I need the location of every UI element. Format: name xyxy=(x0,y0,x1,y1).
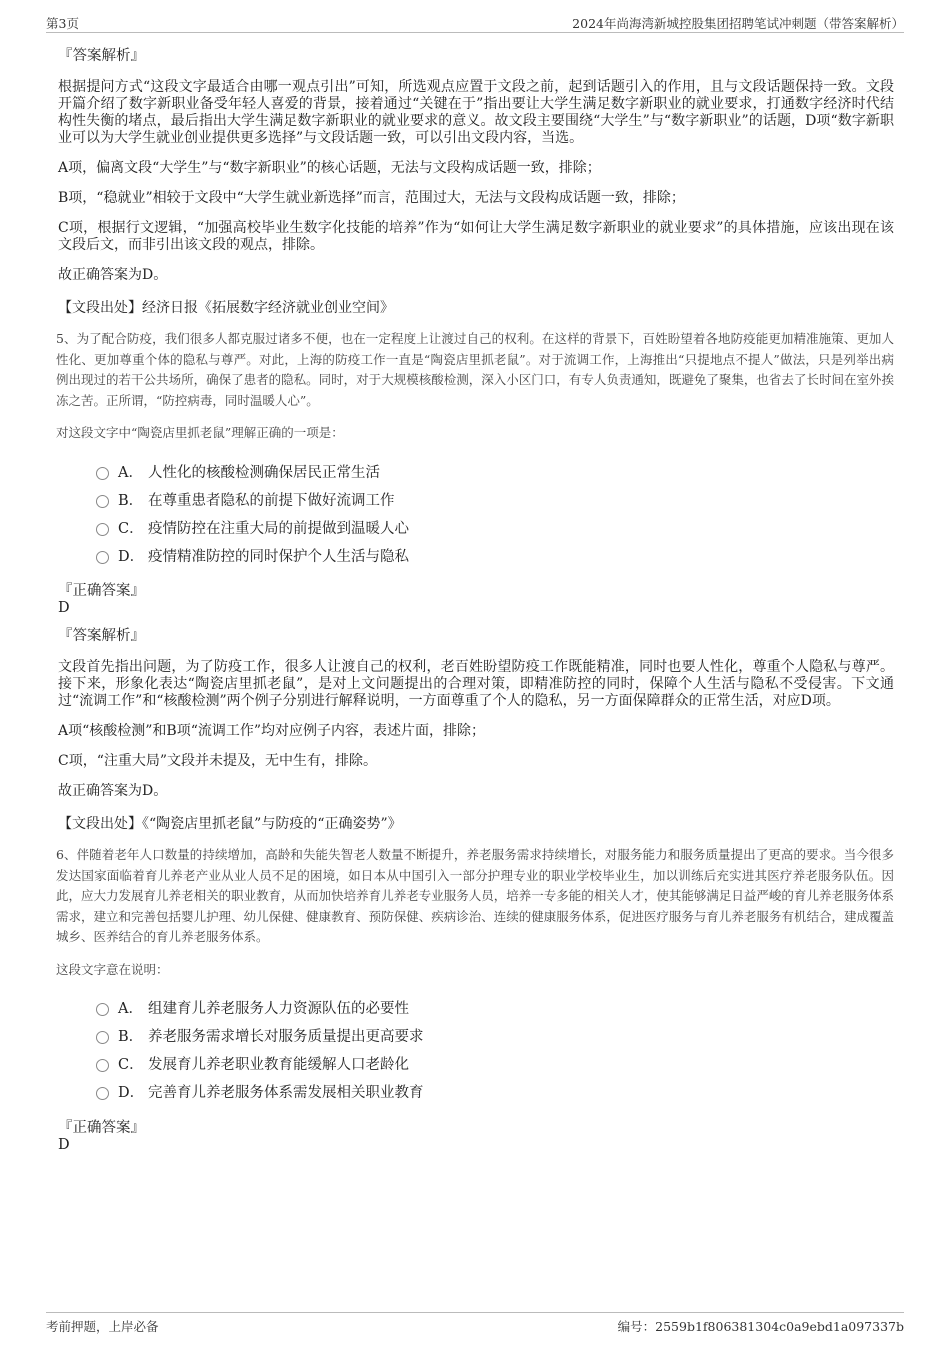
q6-option-a[interactable] xyxy=(96,994,894,1022)
q5-options xyxy=(96,457,894,569)
radio-icon[interactable] xyxy=(96,1059,109,1072)
option-letter: C． xyxy=(118,1057,144,1073)
q5-passage: 5、为了配合防疫，我们很多人都克服过诸多不便，也在一定程度上让渡过自己的权利。在这样的背景下，百姓盼望着各地防疫能更加精准施策、更加人性化、更加尊重个体的隐私与尊严。对此，上海的防疫工作一直是“陶瓷店里抓老鼠”。对于流调工作，上海推出“只提地点不提人”做法，只是列举出病例出现过的若干公共场所，确保了患者的隐私。同时，对于大规模核酸检测，深入小区门口，有专人负责通知，既避免了聚集，也省去了长时间在室外挨冻之苦。正所谓，“防控病毒，同时温暖人心”。 xyxy=(56,331,894,408)
q5-stem: 对这段文字中“陶瓷店里抓老鼠”理解正确的一项是： xyxy=(56,425,344,440)
q5-analysis-para: C项，“注重大局”文段并未提及，无中生有，排除。 xyxy=(58,753,378,769)
q4-analysis-label: 『答案解析』 xyxy=(58,48,145,64)
option-text: 养老服务需求增长对服务质量提出更高要求 xyxy=(148,1029,424,1045)
q4-analysis-para: 故正确答案为D。 xyxy=(58,267,168,283)
document-title: 2024年尚海湾新城控股集团招聘笔试冲刺题（带答案解析） xyxy=(572,16,904,31)
q6-option-c[interactable] xyxy=(96,1050,894,1078)
q5-analysis-label: 『答案解析』 xyxy=(58,628,145,644)
option-text: 发展育儿养老职业教育能缓解人口老龄化 xyxy=(148,1057,409,1073)
option-letter: C． xyxy=(118,520,144,537)
radio-icon[interactable] xyxy=(96,551,109,564)
option-text: 在尊重患者隐私的前提下做好流调工作 xyxy=(148,492,395,509)
page-content xyxy=(56,44,894,1161)
q5-analysis-para: A项“核酸检测”和B项“流调工作”均对应例子内容，表述片面，排除； xyxy=(58,723,486,739)
radio-icon[interactable] xyxy=(96,495,109,508)
q6-passage: 6、伴随着老年人口数量的持续增加，高龄和失能失智老人数量不断提升，养老服务需求持续增长，对服务能力和服务质量提出了更高的要求。当今很多发达国家面临着育儿养老产业从业人员不足的困境，如日本从中国引入一部分护理专业的职业学校毕业生，加以训练后充实进其医疗养老服务队伍。因此，应大力发展育儿养老相关的职业教育，从而加快培养育儿养老专业服务人员，培养一专多能的相关人才，使其能够满足日益严峻的育儿养老服务体系需求，建立和完善包括婴儿护理、幼儿保健、健康教育、预防保健、疾病诊治、连续的健康服务体系，促进医疗服务与育儿养老服务有机结合，建成覆盖城乡、医养结合的育儿养老服务体系。 xyxy=(56,847,894,944)
q6-options xyxy=(96,994,894,1106)
q4-analysis-para: C项，根据行文逻辑，“加强高校毕业生数字化技能的培养”作为“如何让大学生满足数字新职业的就业要求”的具体措施，应该出现在该文段后文，而非引出该文段的观点，排除。 xyxy=(58,220,894,253)
q6-answer-label: 『正确答案』 xyxy=(58,1119,145,1136)
q5-analysis-para: 故正确答案为D。 xyxy=(58,783,168,799)
option-letter: A． xyxy=(118,1001,143,1017)
option-letter: B． xyxy=(118,1029,144,1045)
option-text: 组建育儿养老服务人力资源队伍的必要性 xyxy=(148,1001,409,1017)
q5-option-d[interactable] xyxy=(96,541,894,569)
radio-icon[interactable] xyxy=(96,1003,109,1016)
option-text: 完善育儿养老服务体系需发展相关职业教育 xyxy=(148,1085,424,1101)
page-footer xyxy=(46,1312,904,1335)
q4-source: 【文段出处】经济日报《拓展数字经济就业创业空间》 xyxy=(58,300,394,316)
q5-option-c[interactable] xyxy=(96,513,894,541)
q5-answer-label: 『正确答案』 xyxy=(58,583,145,599)
radio-icon[interactable] xyxy=(96,1031,109,1044)
q4-analysis-para: 根据提问方式“这段文字最适合由哪一观点引出”可知，所选观点应置于文段之前，起到话题引入的作用，且与文段话题保持一致。文段开篇介绍了数字新职业备受年轻人喜爱的背景，接着通过“关键在于”指出要让大学生满足数字新职业的就业要求，打通数字经济时代结构性失衡的堵点，最后指出大学生满足数字新职业的就业要求的意义。故文段主要围绕“大学生”与“数字新职业”的话题，D项“数字新职业可以为大学生就业创业提供更多选择”与文段话题一致，可以引出文段内容，当选。 xyxy=(58,79,894,146)
option-text: 人性化的核酸检测确保居民正常生活 xyxy=(148,464,380,481)
q5-option-a[interactable] xyxy=(96,457,894,485)
page-number: 第3页 xyxy=(46,16,79,31)
q5-answer: D xyxy=(58,600,70,616)
q6-option-b[interactable] xyxy=(96,1022,894,1050)
option-letter: D． xyxy=(118,1085,145,1101)
radio-icon[interactable] xyxy=(96,467,109,480)
option-letter: A． xyxy=(118,464,143,481)
q5-analysis-para: 文段首先指出问题，为了防疫工作，很多人让渡自己的权利，老百姓盼望防疫工作既能精准，同时也要人性化，尊重个人隐私与尊严。接下来，形象化表达“陶瓷店里抓老鼠”，是对上文问题提出的合理对策，即精准防控的同时，保障个人生活与隐私不受侵害。下文通过“流调工作”和“核酸检测”两个例子分别进行解释说明，一方面尊重了个人的隐私，另一方面保障群众的正常生活，对应D项。 xyxy=(58,659,894,709)
radio-icon[interactable] xyxy=(96,523,109,536)
page-header xyxy=(46,12,904,33)
option-letter: D． xyxy=(118,548,145,565)
radio-icon[interactable] xyxy=(96,1087,109,1100)
document-id: 编号：2559b1f806381304c0a9ebd1a097337b xyxy=(617,1319,904,1334)
q5-source: 【文段出处】《“陶瓷店里抓老鼠”与防疫的“正确姿势”》 xyxy=(58,816,402,832)
q6-stem: 这段文字意在说明： xyxy=(56,961,169,977)
q6-option-d[interactable] xyxy=(96,1078,894,1106)
q4-analysis-para: B项，“稳就业”相较于文段中“大学生就业新选择”而言，范围过大，无法与文段构成话题一致，排除； xyxy=(58,190,685,206)
q6-answer: D xyxy=(58,1136,70,1153)
q5-option-b[interactable] xyxy=(96,485,894,513)
q4-analysis-para: A项，偏离文段“大学生”与“数字新职业”的核心话题，无法与文段构成话题一致，排除； xyxy=(58,160,601,176)
option-text: 疫情防控在注重大局的前提做到温暖人心 xyxy=(148,520,409,537)
footer-slogan: 考前押题，上岸必备 xyxy=(46,1319,159,1334)
option-letter: B． xyxy=(118,492,144,509)
option-text: 疫情精准防控的同时保护个人生活与隐私 xyxy=(148,548,409,565)
